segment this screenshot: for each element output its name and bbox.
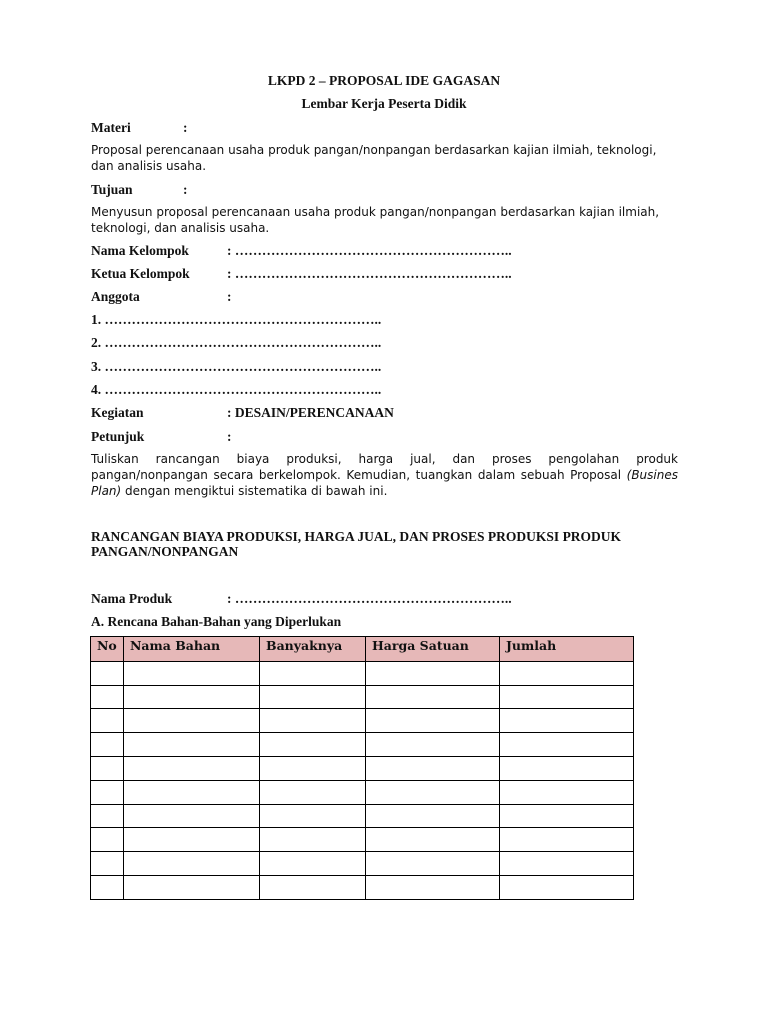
member-field-4[interactable]: 4. …………………………………………………….. bbox=[91, 382, 382, 397]
table-cell[interactable] bbox=[260, 804, 366, 828]
member-field-2[interactable]: 2. …………………………………………………….. bbox=[91, 335, 382, 350]
table-cell[interactable] bbox=[366, 709, 500, 733]
table-cell[interactable] bbox=[366, 733, 500, 757]
table-cell[interactable] bbox=[260, 875, 366, 899]
nama-kelompok-label: Nama Kelompok bbox=[91, 243, 189, 258]
table-cell[interactable] bbox=[500, 661, 634, 685]
petunjuk-text-italic: (Busines Plan) bbox=[91, 468, 678, 498]
table-cell[interactable] bbox=[91, 852, 124, 876]
table-cell[interactable] bbox=[91, 804, 124, 828]
table-cell[interactable] bbox=[366, 875, 500, 899]
table-cell[interactable] bbox=[366, 661, 500, 685]
member-field-1[interactable]: 1. …………………………………………………….. bbox=[91, 312, 382, 327]
table-cell[interactable] bbox=[500, 756, 634, 780]
table-cell[interactable] bbox=[500, 852, 634, 876]
table-cell[interactable] bbox=[124, 852, 260, 876]
ketua-kelompok-label: Ketua Kelompok bbox=[91, 266, 190, 281]
table-cell[interactable] bbox=[260, 756, 366, 780]
petunjuk-text bbox=[91, 451, 678, 499]
table-cell[interactable] bbox=[260, 852, 366, 876]
table-cell[interactable] bbox=[124, 685, 260, 709]
table-cell[interactable] bbox=[500, 804, 634, 828]
table-cell[interactable] bbox=[91, 875, 124, 899]
nama-produk-label: Nama Produk bbox=[91, 591, 173, 606]
table-row bbox=[91, 756, 634, 780]
document-title: LKPD 2 – PROPOSAL IDE GAGASAN bbox=[267, 73, 501, 88]
petunjuk-label: Petunjuk bbox=[91, 429, 145, 444]
table-row bbox=[91, 875, 634, 899]
table-cell[interactable] bbox=[500, 780, 634, 804]
table-cell[interactable] bbox=[366, 852, 500, 876]
table-cell[interactable] bbox=[260, 709, 366, 733]
table-row bbox=[91, 852, 634, 876]
ketua-kelompok-field[interactable]: : …………………………………………………….. bbox=[227, 266, 512, 281]
table-row bbox=[91, 828, 634, 852]
member-field-3[interactable]: 3. …………………………………………………….. bbox=[91, 359, 382, 374]
table-cell[interactable] bbox=[91, 685, 124, 709]
nama-kelompok-field[interactable]: : …………………………………………………….. bbox=[227, 243, 512, 258]
table-row bbox=[91, 804, 634, 828]
table-cell[interactable] bbox=[366, 756, 500, 780]
table-cell[interactable] bbox=[124, 780, 260, 804]
table-cell[interactable] bbox=[91, 756, 124, 780]
table-cell[interactable] bbox=[366, 685, 500, 709]
anggota-colon: : bbox=[227, 289, 232, 304]
table-cell[interactable] bbox=[124, 828, 260, 852]
table-cell[interactable] bbox=[91, 661, 124, 685]
table-cell[interactable] bbox=[500, 875, 634, 899]
table-body bbox=[91, 661, 634, 899]
table-row bbox=[91, 709, 634, 733]
table-row bbox=[91, 780, 634, 804]
table-row bbox=[91, 661, 634, 685]
bahan-table bbox=[90, 636, 634, 900]
tujuan-label: Tujuan bbox=[91, 182, 133, 197]
petunjuk-colon: : bbox=[227, 429, 232, 444]
table-row bbox=[91, 685, 634, 709]
table-cell[interactable] bbox=[500, 709, 634, 733]
table-cell[interactable] bbox=[91, 733, 124, 757]
materi-colon: : bbox=[183, 120, 188, 135]
table-cell[interactable] bbox=[500, 828, 634, 852]
table-row bbox=[91, 733, 634, 757]
table-cell[interactable] bbox=[366, 828, 500, 852]
table-header-row bbox=[91, 637, 634, 662]
table-cell[interactable] bbox=[91, 709, 124, 733]
anggota-label: Anggota bbox=[91, 289, 140, 304]
petunjuk-text-part-1: Tuliskan rancangan biaya produksi, harga jual, dan proses pengolahan produk pangan/nonpangan secara berkelompok. Kemudian, tuangkan dalam sebuah Proposal bbox=[91, 452, 678, 482]
header-jumlah: Jumlah bbox=[500, 637, 634, 662]
kegiatan-label: Kegiatan bbox=[91, 405, 144, 420]
header-harga-satuan: Harga Satuan bbox=[366, 637, 500, 662]
petunjuk-text-part-2: dengan mengiktui sistematika di bawah ini. bbox=[121, 484, 388, 498]
nama-produk-field[interactable]: : …………………………………………………….. bbox=[227, 591, 512, 606]
document-subtitle: Lembar Kerja Peserta Didik bbox=[301, 96, 467, 111]
table-cell[interactable] bbox=[260, 733, 366, 757]
table-cell[interactable] bbox=[260, 780, 366, 804]
table-cell[interactable] bbox=[260, 661, 366, 685]
section-title: RANCANGAN BIAYA PRODUKSI, HARGA JUAL, DAN PROSES PRODUKSI PRODUK PANGAN/NONPANGAN bbox=[91, 529, 622, 559]
table-cell[interactable] bbox=[124, 804, 260, 828]
table-cell[interactable] bbox=[260, 828, 366, 852]
header-nama-bahan: Nama Bahan bbox=[124, 637, 260, 662]
table-cell[interactable] bbox=[124, 661, 260, 685]
table-cell[interactable] bbox=[124, 756, 260, 780]
table-cell[interactable] bbox=[124, 733, 260, 757]
materi-label: Materi bbox=[91, 120, 131, 135]
materi-text: Proposal perencanaan usaha produk pangan/nonpangan berdasarkan kajian ilmiah, teknologi, dan analisis usaha. bbox=[91, 143, 657, 173]
kegiatan-value: : DESAIN/PERENCANAAN bbox=[227, 405, 394, 420]
table-cell[interactable] bbox=[124, 875, 260, 899]
table-cell[interactable] bbox=[260, 685, 366, 709]
tujuan-colon: : bbox=[183, 182, 188, 197]
table-cell[interactable] bbox=[124, 709, 260, 733]
header-banyaknya: Banyaknya bbox=[260, 637, 366, 662]
table-cell[interactable] bbox=[366, 804, 500, 828]
header-no: No bbox=[91, 637, 124, 662]
table-cell[interactable] bbox=[500, 733, 634, 757]
table-cell[interactable] bbox=[500, 685, 634, 709]
subsection-a-title: A. Rencana Bahan-Bahan yang Diperlukan bbox=[91, 614, 342, 629]
table-cell[interactable] bbox=[91, 828, 124, 852]
table-cell[interactable] bbox=[91, 780, 124, 804]
table-cell[interactable] bbox=[366, 780, 500, 804]
tujuan-text: Menyusun proposal perencanaan usaha produk pangan/nonpangan berdasarkan kajian ilmiah, teknologi, dan analisis usaha. bbox=[91, 205, 660, 235]
